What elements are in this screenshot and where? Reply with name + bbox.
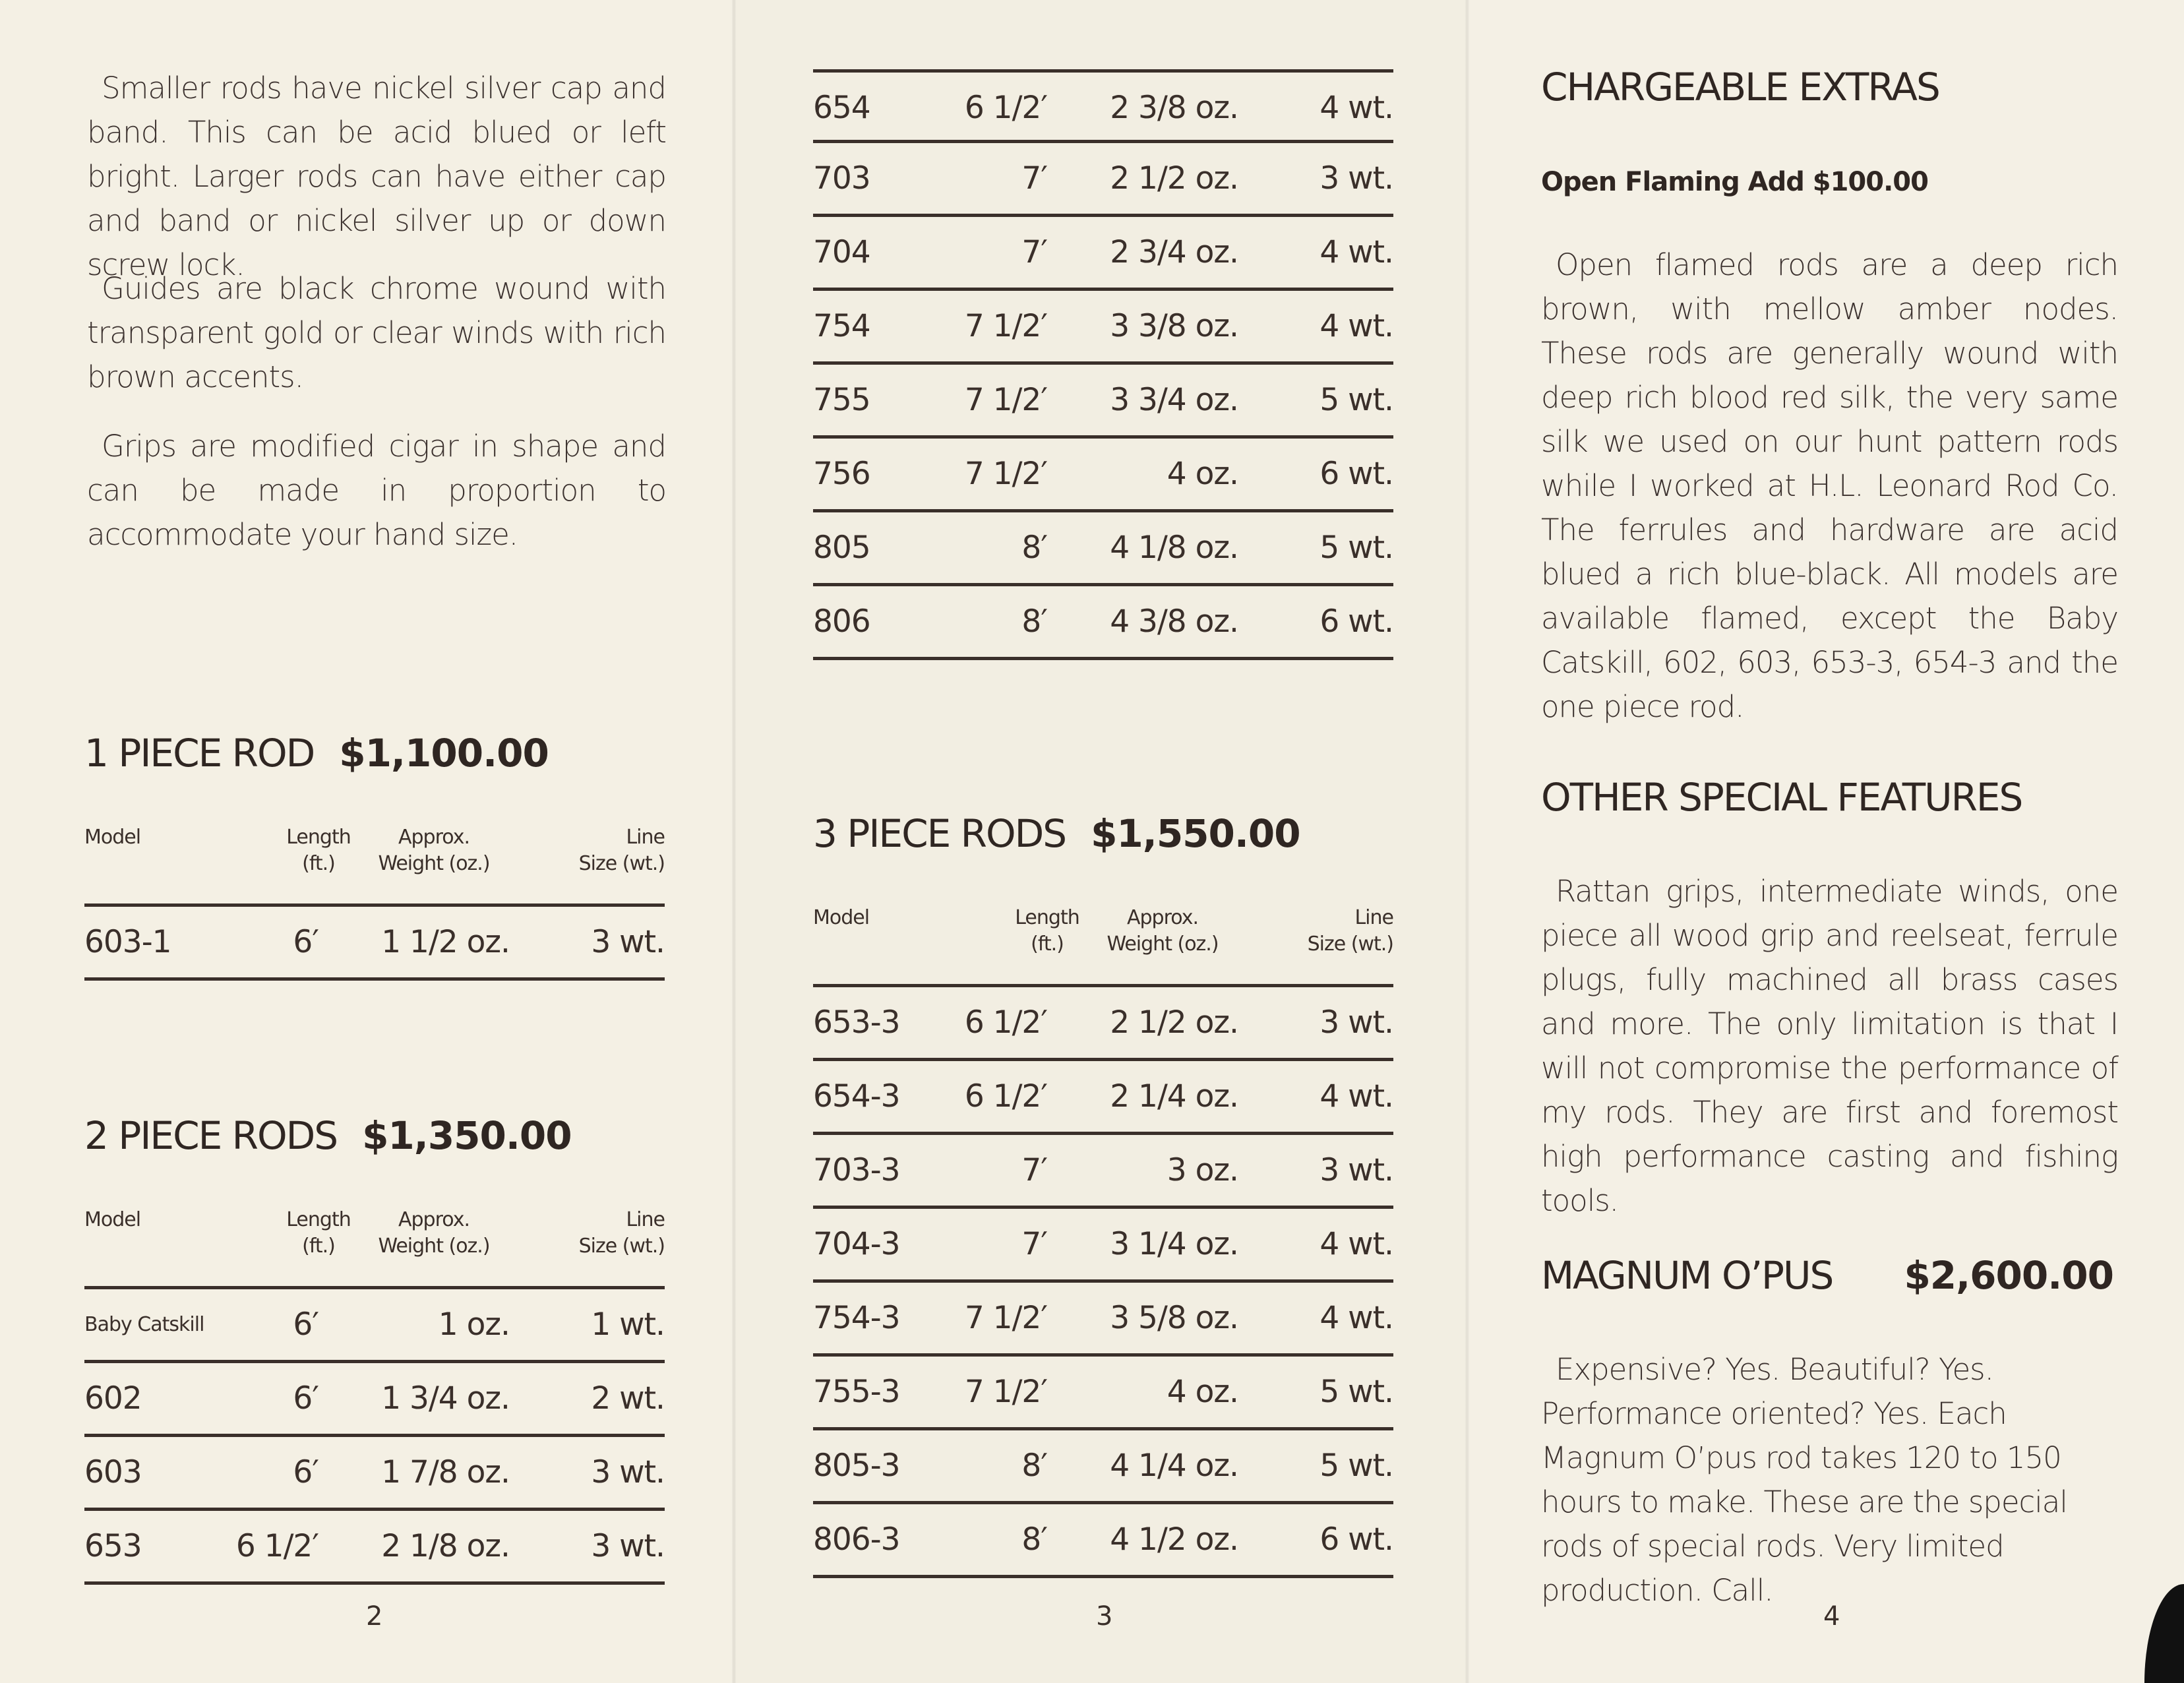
weight-cell: 2 3/4 oz. xyxy=(1110,234,1238,270)
weight-cell: 1 7/8 oz. xyxy=(381,1454,510,1490)
table-header xyxy=(813,905,1393,987)
model-cell: 806-3 xyxy=(813,1521,900,1558)
length-cell: 6 1/2′ xyxy=(964,90,1047,126)
length-cell: 6′ xyxy=(293,924,318,960)
table-row xyxy=(813,1430,1393,1504)
column-header-length: Length (ft.) xyxy=(1015,906,1079,956)
table-row xyxy=(813,439,1393,512)
weight-cell: 1 3/4 oz. xyxy=(381,1380,510,1417)
weight-cell: 4 oz. xyxy=(1167,1374,1238,1410)
column-header-model: Model xyxy=(84,1208,141,1231)
weight-cell: 2 1/4 oz. xyxy=(1110,1078,1238,1115)
weight-cell: 4 1/8 oz. xyxy=(1110,530,1238,566)
model-cell: 755 xyxy=(813,382,870,418)
table-row xyxy=(84,907,665,981)
weight-cell: 4 3/8 oz. xyxy=(1110,603,1238,640)
line-size-cell: 3 wt. xyxy=(1320,160,1393,197)
page-number: 4 xyxy=(1823,1601,1840,1632)
model-cell: 603-1 xyxy=(84,924,171,960)
table-row xyxy=(813,1283,1393,1357)
table-row xyxy=(813,365,1393,439)
line-size-cell: 3 wt. xyxy=(591,1528,665,1564)
line-size-cell: 4 wt. xyxy=(1320,90,1393,126)
length-cell: 7 1/2′ xyxy=(964,308,1047,344)
length-cell: 6′ xyxy=(293,1380,318,1417)
line-size-cell: 1 wt. xyxy=(591,1306,665,1343)
one-piece-rod-table xyxy=(84,824,665,981)
paragraph-cap-and-band: Smaller rods have nickel silver cap and band. This can be acid blued or left bright. Larger rods can have either cap and band or nickel silver up or down screw lock. xyxy=(87,71,666,282)
weight-cell: 3 3/4 oz. xyxy=(1110,382,1238,418)
line-size-cell: 5 wt. xyxy=(1320,1374,1393,1410)
length-cell: 8′ xyxy=(1021,530,1047,566)
table-row xyxy=(84,1363,665,1437)
column-header-line: Line Size (wt.) xyxy=(1307,906,1393,956)
special-features-paragraph: Rattan grips, intermediate winds, one piece all wood grip and reelseat, ferrule plugs, fully machined all brass cases and more. The only limitation is that I will not compromise the performance of my rods. They are first and foremost high performance casting and fishing tools. xyxy=(1541,874,2118,1218)
line-size-cell: 5 wt. xyxy=(1320,1448,1393,1484)
model-cell: 754-3 xyxy=(813,1300,900,1336)
model-cell: 654 xyxy=(813,90,870,126)
weight-cell: 3 5/8 oz. xyxy=(1110,1300,1238,1336)
column-header-weight: Approx. Weight (oz.) xyxy=(1107,906,1219,956)
table-row xyxy=(813,987,1393,1061)
line-size-cell: 3 wt. xyxy=(1320,1152,1393,1188)
model-cell: 704-3 xyxy=(813,1226,900,1262)
length-cell: 7′ xyxy=(1021,234,1047,270)
line-size-cell: 6 wt. xyxy=(1320,456,1393,492)
fold-line xyxy=(1465,0,1469,1683)
length-cell: 8′ xyxy=(1021,1448,1047,1484)
table-row xyxy=(813,217,1393,291)
weight-cell: 3 3/8 oz. xyxy=(1110,308,1238,344)
model-cell: 756 xyxy=(813,456,870,492)
table-row xyxy=(813,1357,1393,1430)
table-row xyxy=(84,1511,665,1585)
length-cell: 6′ xyxy=(293,1454,318,1490)
line-size-cell: 5 wt. xyxy=(1320,530,1393,566)
column-header-model: Model xyxy=(813,906,870,929)
column-header-model: Model xyxy=(84,826,141,849)
table-row xyxy=(84,1289,665,1363)
weight-cell: 4 oz. xyxy=(1167,456,1238,492)
weight-cell: 3 oz. xyxy=(1167,1152,1238,1188)
model-cell: 754 xyxy=(813,308,870,344)
length-cell: 6 1/2′ xyxy=(964,1078,1047,1115)
length-cell: 6 1/2′ xyxy=(235,1528,318,1564)
model-cell: 703-3 xyxy=(813,1152,900,1188)
length-cell: 7 1/2′ xyxy=(964,456,1047,492)
column-header-line: Line Size (wt.) xyxy=(578,1208,665,1258)
weight-cell: 4 1/4 oz. xyxy=(1110,1448,1238,1484)
weight-cell: 2 1/2 oz. xyxy=(1110,160,1238,197)
table-row xyxy=(813,1061,1393,1135)
two-piece-rods-table xyxy=(84,1207,665,1585)
length-cell: 6 1/2′ xyxy=(964,1004,1047,1041)
three-piece-rods-heading: 3 PIECE RODS $1,550.00 xyxy=(813,811,1300,856)
chargeable-extras-heading: CHARGEABLE EXTRAS xyxy=(1541,65,1939,109)
length-cell: 7′ xyxy=(1021,1226,1047,1262)
column-header-weight: Approx. Weight (oz.) xyxy=(378,826,490,875)
column-header-weight: Approx. Weight (oz.) xyxy=(378,1208,490,1258)
model-cell: Baby Catskill xyxy=(84,1313,204,1336)
model-cell: 805-3 xyxy=(813,1448,900,1484)
table-row xyxy=(813,1135,1393,1209)
column-header-length: Length (ft.) xyxy=(286,1208,351,1258)
column-header-length: Length (ft.) xyxy=(286,826,351,875)
table-row xyxy=(84,1437,665,1511)
three-piece-rods-table xyxy=(813,905,1393,1578)
weight-cell: 2 3/8 oz. xyxy=(1110,90,1238,126)
model-cell: 602 xyxy=(84,1380,142,1417)
table-row xyxy=(813,512,1393,586)
table-row xyxy=(813,291,1393,365)
length-cell: 7 1/2′ xyxy=(964,1374,1047,1410)
length-cell: 7′ xyxy=(1021,1152,1047,1188)
model-cell: 653 xyxy=(84,1528,142,1564)
model-cell: 653-3 xyxy=(813,1004,900,1041)
table-row xyxy=(813,69,1393,143)
line-size-cell: 3 wt. xyxy=(591,1454,665,1490)
page-number: 3 xyxy=(1096,1601,1113,1632)
open-flaming-paragraph: Open flamed rods are a deep rich brown, with mellow amber nodes. These rods are generally wound with deep rich blood red silk, the very same silk we used on our hunt pattern rods while I worked at H.L. Leonard Rod Co. The ferrules and hardware are acid blued a rich blue-black. All models are available flamed, except the Baby Catskill, 602, 603, 653-3, 654-3 and the one piece rod. xyxy=(1541,247,2118,724)
table-row xyxy=(813,1209,1393,1283)
weight-cell: 2 1/8 oz. xyxy=(381,1528,510,1564)
length-cell: 8′ xyxy=(1021,603,1047,640)
magnum-opus-paragraph: Expensive? Yes. Beautiful? Yes. Performance oriented? Yes. Each Magnum O’pus rod takes 120 to 150 hours to make. These are the special rods of special rods. Very limited production. Call. xyxy=(1541,1352,2067,1608)
table-header xyxy=(84,824,665,907)
line-size-cell: 3 wt. xyxy=(1320,1004,1393,1041)
two-piece-rods-continued-table xyxy=(813,69,1393,660)
model-cell: 805 xyxy=(813,530,870,566)
two-piece-rods-heading: 2 PIECE RODS $1,350.00 xyxy=(84,1113,572,1158)
length-cell: 8′ xyxy=(1021,1521,1047,1558)
paragraph-guides: Guides are black chrome wound with transparent gold or clear winds with rich brown accents. xyxy=(87,271,666,394)
table-row xyxy=(813,586,1393,660)
magnum-opus-price: $2,600.00 xyxy=(1904,1253,2113,1298)
table-header xyxy=(84,1207,665,1289)
model-cell: 603 xyxy=(84,1454,142,1490)
length-cell: 7 1/2′ xyxy=(964,382,1047,418)
model-cell: 703 xyxy=(813,160,870,197)
one-piece-rod-heading: 1 PIECE ROD $1,100.00 xyxy=(84,731,549,776)
length-cell: 6′ xyxy=(293,1306,318,1343)
column-header-line: Line Size (wt.) xyxy=(578,826,665,875)
line-size-cell: 5 wt. xyxy=(1320,382,1393,418)
length-cell: 7′ xyxy=(1021,160,1047,197)
weight-cell: 1 oz. xyxy=(438,1306,510,1343)
open-flaming-subheading: Open Flaming Add $100.00 xyxy=(1541,167,1928,197)
line-size-cell: 2 wt. xyxy=(591,1380,665,1417)
model-cell: 654-3 xyxy=(813,1078,900,1115)
line-size-cell: 4 wt. xyxy=(1320,234,1393,270)
weight-cell: 4 1/2 oz. xyxy=(1110,1521,1238,1558)
table-row xyxy=(813,1504,1393,1578)
model-cell: 806 xyxy=(813,603,870,640)
line-size-cell: 3 wt. xyxy=(591,924,665,960)
line-size-cell: 6 wt. xyxy=(1320,603,1393,640)
other-special-features-heading: OTHER SPECIAL FEATURES xyxy=(1541,775,2022,820)
line-size-cell: 4 wt. xyxy=(1320,308,1393,344)
fold-line xyxy=(732,0,736,1683)
weight-cell: 3 1/4 oz. xyxy=(1110,1226,1238,1262)
weight-cell: 2 1/2 oz. xyxy=(1110,1004,1238,1041)
line-size-cell: 6 wt. xyxy=(1320,1521,1393,1558)
length-cell: 7 1/2′ xyxy=(964,1300,1047,1336)
line-size-cell: 4 wt. xyxy=(1320,1226,1393,1262)
line-size-cell: 4 wt. xyxy=(1320,1300,1393,1336)
weight-cell: 1 1/2 oz. xyxy=(381,924,510,960)
paragraph-grips: Grips are modified cigar in shape and can be made in proportion to accommodate your hand size. xyxy=(87,429,666,552)
model-cell: 704 xyxy=(813,234,870,270)
line-size-cell: 4 wt. xyxy=(1320,1078,1393,1115)
model-cell: 755-3 xyxy=(813,1374,900,1410)
magnum-opus-heading: MAGNUM O’PUS $2,600.00 xyxy=(1541,1253,2113,1298)
table-row xyxy=(813,143,1393,217)
page-number: 2 xyxy=(366,1601,383,1632)
